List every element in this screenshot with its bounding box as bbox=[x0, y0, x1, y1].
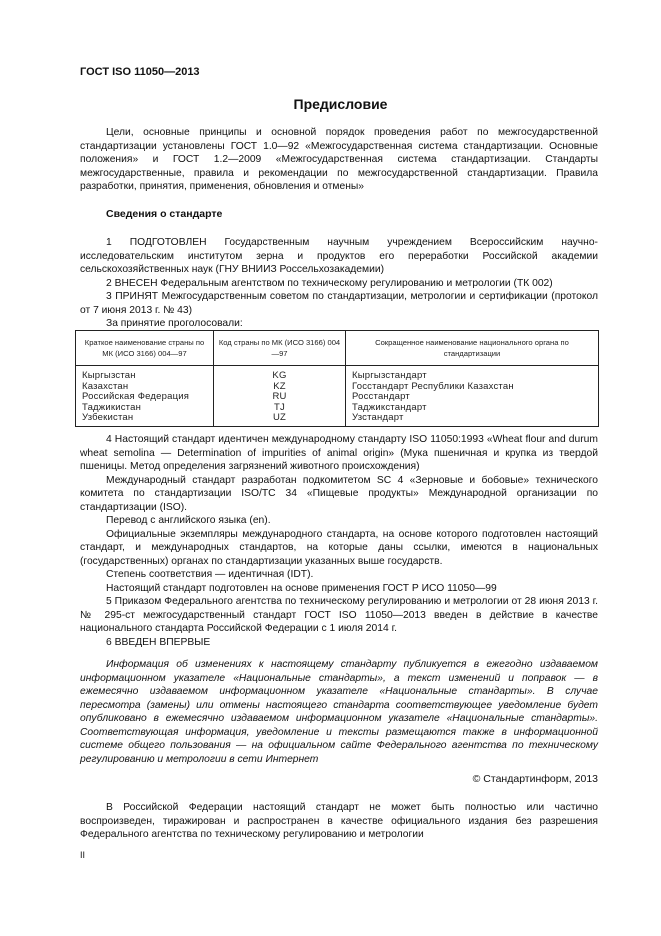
cell-country: Кыргызстан bbox=[76, 366, 214, 382]
official-copies-note: Официальные экземпляры международного стандарта, на основе которого подготовлен настоящий стандарт, и международных стандартов, на которые даны ссылки, имеются в национальных (государственных) органах по стандартизации указанных выше государств. bbox=[80, 528, 598, 567]
standard-details-block bbox=[80, 433, 598, 649]
page-number: II bbox=[80, 850, 86, 860]
item-5: 5 Приказом Федерального агентства по техническому регулированию и метрологии от 28 июня 2013 г. № 295-ст межгосударственный стандарт ГОСТ ISO 11050—2013 введен в действие в качестве национального стандарта Российской Федерации с 1 июля 2014 г. bbox=[80, 596, 598, 634]
cell-country: Узбекистан bbox=[76, 413, 214, 426]
document-code: ГОСТ ISO 11050—2013 bbox=[80, 66, 200, 78]
copyright-line: © Стандартинформ, 2013 bbox=[472, 773, 598, 785]
item-2: 2 ВНЕСЕН Федеральным агентством по техническому регулированию и метрологии (ТК 002) bbox=[106, 277, 553, 289]
translation-note: Перевод с английского языка (en). bbox=[106, 515, 271, 526]
cell-code: RU bbox=[214, 392, 346, 403]
cell-code: KG bbox=[214, 366, 346, 382]
cell-country: Российская Федерация bbox=[76, 392, 214, 403]
intro-paragraph: Цели, основные принципы и основной порядок проведения работ по межгосударственной стандартизации установлены ГОСТ 1.0—92 «Межгосударственная система стандартизации. Основные положения» и ГОСТ 1.2—2009 «Межгосударственная система стандартизации. Стандарты межгосударственные, правила и рекомендации по межгосударственной стандартизации. Правила разработки, принятия, применения, обновления и отмены» bbox=[80, 127, 598, 192]
item-1: 1 ПОДГОТОВЛЕН Государственным научным учреждением Всероссийским научно-исследовательским институтом зерна и продуктов его переработки Российской академии сельскохозяйственных наук (ГНУ ВНИИЗ Россельхозакадемии) bbox=[80, 237, 598, 275]
voting-table bbox=[75, 330, 599, 427]
table-row bbox=[76, 403, 599, 414]
cell-body: Госстандарт Республики Казахстан bbox=[346, 382, 599, 393]
item-4: 4 Настоящий стандарт идентичен международному стандарту ISO 11050:1993 «Wheat flour and durum wheat semolina — Determination of impurities of animal origin» (Мука пшеничная и крупка из твердой пшеницы. Метод определения загрязнений животного происхождения) bbox=[80, 434, 598, 472]
table-header-row bbox=[76, 331, 599, 366]
cell-code: KZ bbox=[214, 382, 346, 393]
cell-country: Таджикистан bbox=[76, 403, 214, 414]
developed-by: Международный стандарт разработан подкомитетом SC 4 «Зерновые и бобовые» технического комитета по стандартизации ISO/TC 34 «Пищевые продукты» Международной организации по стандартизации (ISO). bbox=[80, 474, 598, 513]
intro-paragraph-block bbox=[80, 126, 598, 194]
reproduction-notice: В Российской Федерации настоящий стандарт не может быть полностью или частично воспроизведен, тиражирован и распространен в качестве официального издания без разрешения Федерального агентства по техническому регулированию и метрологии bbox=[80, 802, 598, 840]
section-heading: Сведения о стандарте bbox=[106, 208, 223, 220]
voted-label: За принятие проголосовали: bbox=[106, 318, 243, 329]
column-header-country: Краткое наименование страны по МК (ИСО 3166) 004—97 bbox=[76, 331, 214, 366]
table-row bbox=[76, 392, 599, 403]
cell-body: Кыргызстандарт bbox=[346, 366, 599, 382]
cell-country: Казахстан bbox=[76, 382, 214, 393]
item-6: 6 ВВЕДЕН ВПЕРВЫЕ bbox=[106, 636, 211, 648]
changes-notice: Информация об изменениях к настоящему стандарту публикуется в ежегодно издаваемом информационном указателе «Национальные стандарты», а текст изменений и поправок — в ежемесячно издаваемом информационном указателе «Национальные стандарты». В случае пересмотра (замены) или отмены настоящего стандарта соответствующее уведомление будет опубликовано в ежемесячно издаваемом информационном указателе «Национальные стандарты». Соответствующая информация, уведомление и тексты размещаются также в информационной системе общего пользования — на официальном сайте Федерального агентства по техническому регулированию и метрологии в сети Интернет bbox=[80, 659, 598, 765]
degree-of-correspondence: Степень соответствия — идентичная (IDT). bbox=[106, 569, 314, 580]
info-items-block bbox=[80, 236, 598, 331]
cell-body: Таджикстандарт bbox=[346, 403, 599, 414]
cell-code: UZ bbox=[214, 413, 346, 426]
cell-body: Росстандарт bbox=[346, 392, 599, 403]
column-header-body: Сокращенное наименование национального органа по стандартизации bbox=[346, 331, 599, 366]
table-row bbox=[76, 413, 599, 426]
reproduction-block bbox=[80, 801, 598, 842]
cell-body: Узстандарт bbox=[346, 413, 599, 426]
based-on-note: Настоящий стандарт подготовлен на основе применения ГОСТ Р ИСО 11050—99 bbox=[106, 582, 497, 594]
page-title: Предисловие bbox=[293, 96, 388, 112]
cell-code: TJ bbox=[214, 403, 346, 414]
column-header-code: Код страны по МК (ИСО 3166) 004—97 bbox=[214, 331, 346, 366]
changes-notice-block bbox=[80, 658, 598, 766]
table-row bbox=[76, 366, 599, 382]
item-3: 3 ПРИНЯТ Межгосударственным советом по стандартизации, метрологии и сертификации (протокол от 7 июня 2013 г. № 43) bbox=[80, 291, 598, 316]
